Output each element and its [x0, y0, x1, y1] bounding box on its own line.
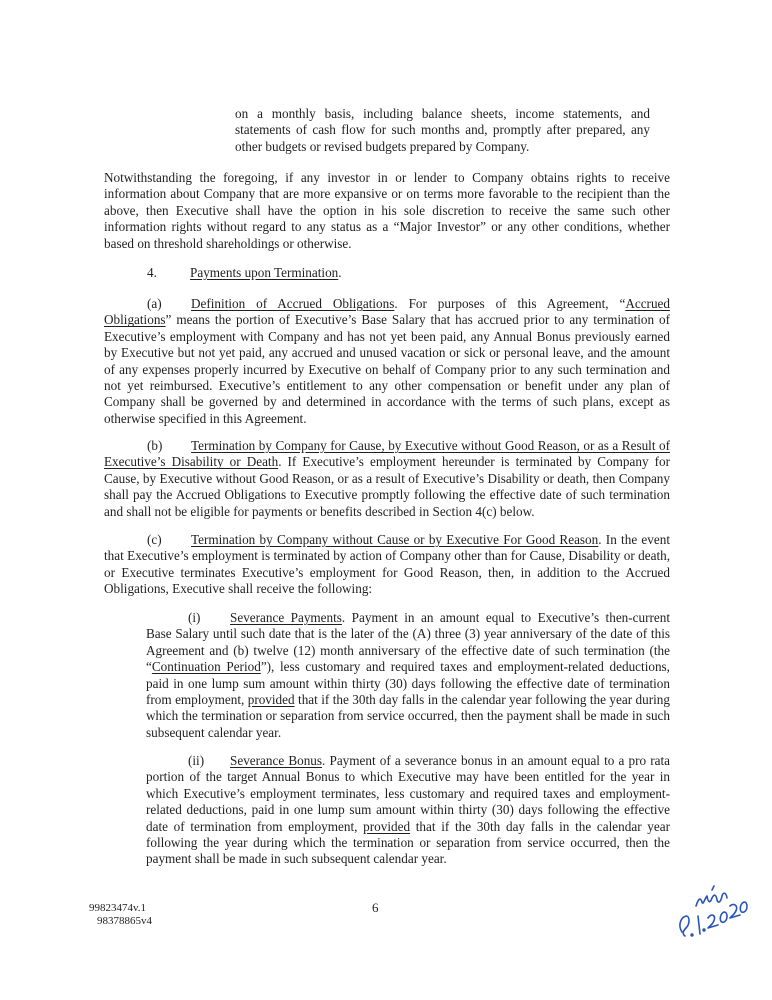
subsection-c-ii-label: (ii) [188, 753, 205, 768]
subsection-a [104, 296, 670, 427]
subsection-a-label: (a) [147, 296, 162, 311]
handwritten-initials-and-date [672, 880, 752, 952]
severance-bonus-heading: Severance Bonus [230, 753, 323, 768]
notwithstanding-paragraph: Notwithstanding the foregoing, if any investor in or lender to Company obtains rights to receive information about Company that are more expansive or on terms more favorable to the recipient than the above, then Executive shall have the option in his sole discretion to receive the same such other information rights without regard to any status as a “Major Investor” or any other conditions, whether based on threshold shareholdings or otherwise. [104, 170, 670, 251]
subsection-b-body: . If Executive’s employment hereunder is terminated by Company for Cause, by Executive without Good Reason, or as a result of Executive’s Disability or death, then Company shall pay the Accrued Obligations to Executive promptly following the effective date of such termination and shall not be eligible for payments or benefits described in Section 4(c) below. [104, 454, 670, 519]
subsection-c [104, 532, 670, 598]
accrued-obligations-term: Accrued Obligations [104, 296, 670, 328]
document-id-line-2: 98378865v4 [97, 915, 152, 927]
subsection-c-i-body-1: . Payment in an amount equal to Executive’s then-current Base Salary until such date that is the later of the (A) three (3) year anniversary of the date of this Agreement and (b) twelve (12) month anniversary of the effective date of such termination (the “ [146, 610, 670, 675]
provided-term: provided [363, 818, 411, 834]
carryover-paragraph: on a monthly basis, including balance sheets, income statements, and statements of cash flow for such months and, promptly after prepared, any other budgets or revised budgets prepared by Company. [235, 106, 650, 154]
subsection-a-lead: . For purposes of this Agreement, “ [394, 296, 626, 311]
subsection-c-label: (c) [147, 532, 162, 547]
subsection-c-body: . In the event that Executive’s employment is terminated by action of Company other than for Cause, Disability or death, or Executive terminates Executive’s employment for Good Reason, then, in addition to the Accrued Obligations, Executive shall receive the following: [104, 532, 670, 597]
subsection-c-i-body-3: that if the 30th day falls in the calendar year following the year during which the termination or separation from service occurred, then the payment shall be made in such subsequent calendar year. [146, 692, 670, 740]
document-id-line-1: 99823474v.1 [89, 902, 147, 914]
page-number: 6 [372, 900, 379, 915]
subsection-b-label: (b) [147, 438, 163, 453]
document-id [89, 902, 152, 928]
continuation-period-term: Continuation Period [151, 659, 261, 675]
severance-payments-heading: Severance Payments [230, 610, 342, 625]
section-4-heading: 4. Payments upon Termination. [147, 265, 342, 280]
subsection-a-heading: Definition of Accrued Obligations [191, 296, 395, 311]
section-title: Payments upon Termination [190, 265, 339, 280]
section-number: 4. [147, 265, 157, 280]
subsection-c-i-body-2: ”), less customary and required taxes and employment-related deductions, paid in one lump sum amount within thirty (30) days following the effective date of termination from employment, [146, 659, 670, 708]
subsection-a-body: ” means the portion of Executive’s Base Salary that has accrued prior to any termination of Executive’s employment with Company and has not yet been paid, any Annual Bonus previously earned by Executive but not yet paid, any accrued and unused vacation or sick or personal leave, and the amount of any expenses properly incurred by Executive on behalf of Company prior to any such termination and not yet reimbursed. Executive’s entitlement to any other compensation or benefit under any plan of Company shall be governed by and determined in accordance with the terms of such plans, except as otherwise specified in this Agreement. [104, 312, 670, 426]
subsection-b-heading: Termination by Company for Cause, by Executive without Good Reason, or as a Result of Executive’s Disability or Death [104, 438, 670, 470]
subsection-c-ii-body-2: that if the 30th day falls in the calendar year following the year during which the termination or separation from service occurred, then the payment shall be made in such subsequent calendar year. [146, 818, 670, 867]
subsection-c-ii-body-1: . Payment of a severance bonus in an amount equal to a pro rata portion of the target Annual Bonus to which Executive may have been entitled for the year in which Executive’s employment terminates, less customary and required taxes and employment-related deductions, paid in one lump sum amount within thirty (30) days following the effective date of termination from employment, [146, 753, 671, 834]
provided-term: provided [247, 692, 295, 708]
subsection-c-i-label: (i) [188, 610, 201, 625]
subsection-c-i [146, 610, 670, 741]
subsection-c-heading: Termination by Company without Cause or by Executive For Good Reason [191, 532, 599, 547]
subsection-b [104, 438, 670, 520]
subsection-c-ii [146, 753, 670, 868]
